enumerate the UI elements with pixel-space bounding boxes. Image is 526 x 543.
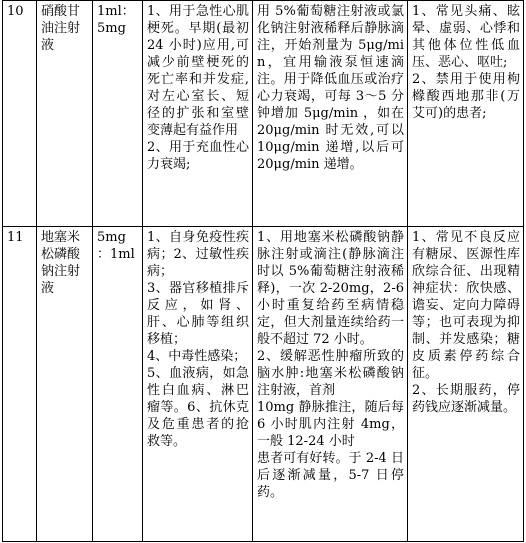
usage-line: 患者可有好转。于 2-4 日后逐渐减量，5-7 日停药。 [257, 451, 404, 500]
adverse-line: 1、常见不良反应有糖尿、医源性库欣综合征、出现精神症状：欣快感、谵妄、定向力障碍等；也可表现为抑制、并发感染；糖皮质素停药综合征。 [412, 230, 520, 381]
drug-table [2, 0, 524, 542]
indication-line: 2、用于充血性心力衰竭; [147, 140, 249, 172]
usage-cell [253, 227, 408, 542]
adverse-line: 2、长期服药，停药钱应逐渐减量。 [412, 383, 520, 415]
row-number: 10 [3, 1, 37, 227]
adverse-line: 1、常见头痛、眩晕、虚弱、心悸和其他体位性低血压、恶心、呕吐; [412, 4, 520, 70]
indication-line: 1、自身免疫性疾病；2、过敏性疾病； [147, 230, 249, 279]
adverse-cell [408, 1, 524, 227]
drug-spec: 5mg ：1ml [93, 227, 143, 542]
indication-cell [143, 1, 253, 227]
indication-cell [143, 227, 253, 542]
table-row [3, 1, 524, 227]
drug-name: 地塞米松磷酸钠注射液 [37, 227, 93, 542]
usage-line: 1、用地塞米松磷酸钠静脉注射或滴注(静脉滴注时以 5%葡萄糖注射液稀释)，一次 2-20mg，2-6 小时重复给药至病情稳定，但大剂量连续给药一般不超过 72 小时。 [257, 230, 404, 347]
drug-name: 硝酸甘油注射液 [37, 1, 93, 227]
indication-line: 3、器官移植排斥反应，如肾、肝、心肺等组织移植； [147, 281, 249, 347]
usage-line: 2、缓解恶性肿瘤所致的脑水肿:地塞米松磷酸钠注射液，首剂 [257, 349, 404, 398]
adverse-line: 2、禁用于使用枸橼酸西地那非(万艾可)的患者; [412, 72, 520, 121]
usage-line: 10mg 静脉推注，随后每 6 小时肌内注射 4mg，一般 12-24 小时 [257, 400, 404, 449]
table-row [3, 227, 524, 542]
row-number: 11 [3, 227, 37, 542]
indication-line: 5、血液病，如急性白血病、淋巴瘤等。6、抗休克及危重患者的抢救等。 [147, 366, 249, 449]
indication-line: 4、中毒性感染； [147, 349, 247, 364]
drug-spec: 1ml：5mg [93, 1, 143, 227]
indication-line: 1、用于急性心肌梗死。早期(最初 24 小时)应用,可减少前壁梗死的死亡率和并发症,对左心室长、短径的扩张和室壁变薄起有益作用 [147, 4, 249, 138]
usage-line: 用 5%葡萄糖注射液或氯化钠注射液稀释后静脉滴注，开始剂量为 5μg/min，宜用输液泵恒速滴注。用于降低血压或治疗心力衰竭，可每 3～5 分钟增加 5μg/min ，如在 20μg/min 时无效,可以 10μg/min 递增,以后可 20μg/min 递增。 [257, 4, 404, 172]
usage-cell [253, 1, 408, 227]
adverse-cell [408, 227, 524, 542]
